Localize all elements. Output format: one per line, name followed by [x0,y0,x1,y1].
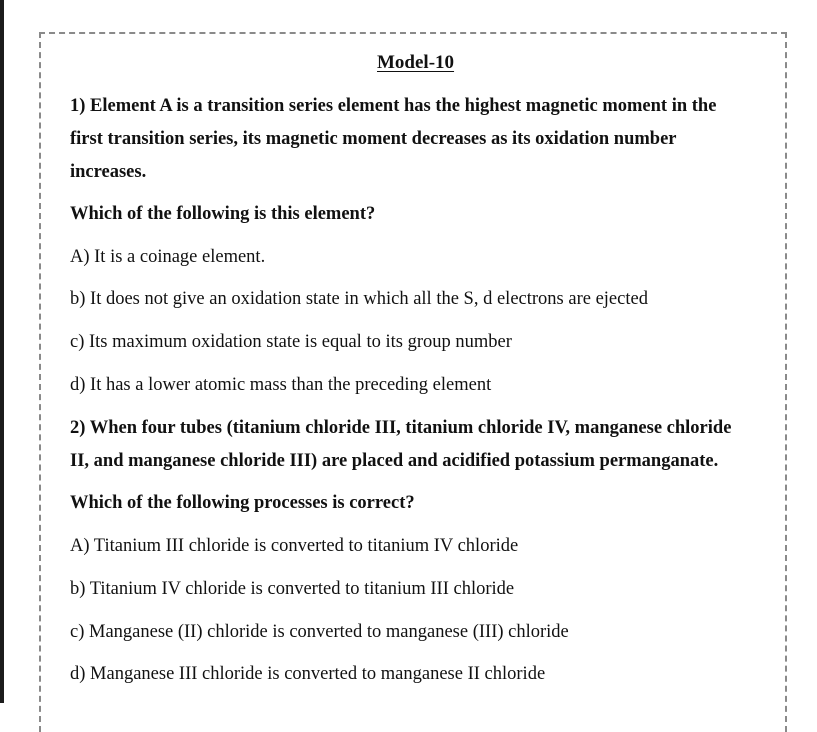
question-1-option-a: A) It is a coinage element. [70,247,266,267]
question-1-prompt: Which of the following is this element? [70,204,376,224]
question-1-option-b: b) It does not give an oxidation state in which all the S, d electrons are ejected [70,289,648,309]
question-2-stem-line-2: II, and manganese chloride III) are placed and acidified potassium permanganate. [70,451,719,471]
question-2-option-c: c) Manganese (II) chloride is converted to manganese (III) chloride [70,622,569,642]
question-2-option-a: A) Titanium III chloride is converted to titanium IV chloride [70,536,519,556]
question-2-stem-line-1: 2) When four tubes (titanium chloride III, titanium chloride IV, manganese chloride [70,418,732,438]
question-1-stem-line-2: first transition series, its magnetic moment decreases as its oxidation number [70,129,677,149]
question-1-option-c: c) Its maximum oxidation state is equal to its group number [70,332,512,352]
viewer-edge [0,0,4,703]
question-2-prompt: Which of the following processes is correct? [70,493,415,513]
question-2-option-d: d) Manganese III chloride is converted to manganese II chloride [70,664,546,684]
question-1-option-d: d) It has a lower atomic mass than the preceding element [70,375,492,395]
question-2-option-b: b) Titanium IV chloride is converted to titanium III chloride [70,579,515,599]
question-1-stem-line-1: 1) Element A is a transition series element has the highest magnetic moment in the [70,96,717,116]
page-title: Model-10 [377,52,455,73]
question-1-stem-line-3: increases. [70,162,147,182]
